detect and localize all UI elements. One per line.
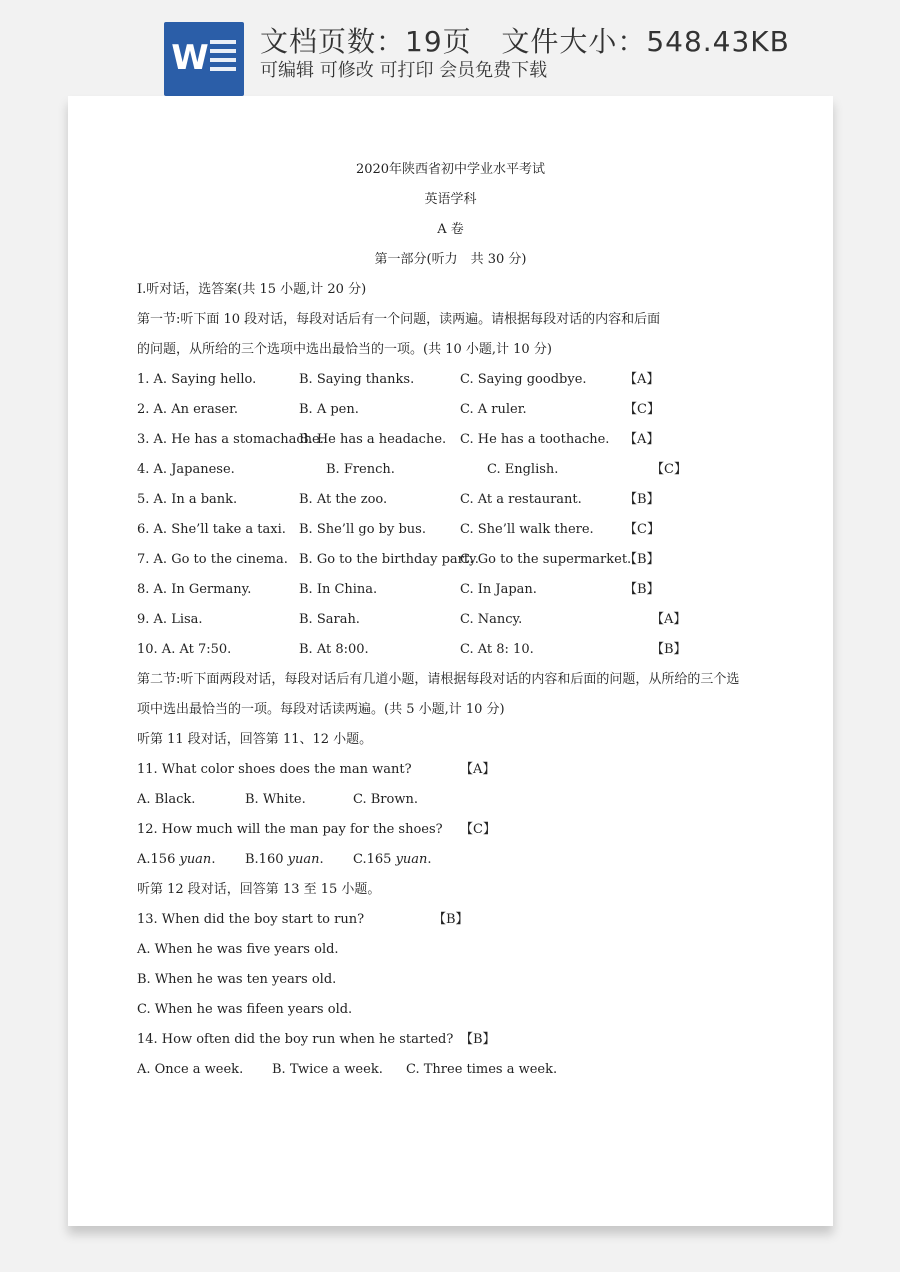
currency-unit: yuan xyxy=(287,852,320,867)
option-a xyxy=(137,852,215,868)
answer-key: 【B】 xyxy=(624,582,660,597)
option-c-number: C.165 xyxy=(353,852,396,867)
answer-key: 【A】 xyxy=(624,432,660,447)
dialog-11-instruction: 听第 11 段对话，回答第 11、12 小题。 xyxy=(137,732,373,747)
period: . xyxy=(319,852,324,867)
section1-instruction-line2: 的问题，从所给的三个选项中选出最恰当的一项。(共 10 小题,计 10 分) xyxy=(137,342,552,357)
option-a: 4. A. Japanese. xyxy=(137,462,235,477)
option-a: 1. A. Saying hello. xyxy=(137,372,257,387)
option-b: B. Twice a week. xyxy=(272,1062,383,1077)
option-a: 5. A. In a bank. xyxy=(137,492,238,507)
option-c xyxy=(353,852,432,868)
option-b: B. At the zoo. xyxy=(299,492,388,507)
option-b: B. Sarah. xyxy=(299,612,360,627)
word-document-icon xyxy=(164,22,244,96)
answer-key: 【B】 xyxy=(624,492,660,507)
option-c: C. He has a toothache. xyxy=(460,432,610,447)
option-b xyxy=(245,852,324,868)
option-b: B. In China. xyxy=(299,582,378,597)
option-b: B. A pen. xyxy=(299,402,359,417)
answer-key: 【C】 xyxy=(624,402,660,417)
option-b: B. At 8:00. xyxy=(299,642,369,657)
banner-title: 文档页数：19页 文件大小：548.43KB xyxy=(260,25,790,58)
exam-subject: 英语学科 xyxy=(424,192,477,207)
period: . xyxy=(427,852,432,867)
option-c: C. Three times a week. xyxy=(406,1062,558,1077)
download-banner xyxy=(0,0,900,96)
answer-key: 【B】 xyxy=(433,912,469,927)
currency-unit: yuan xyxy=(395,852,428,867)
option-a: A. Once a week. xyxy=(137,1062,244,1077)
option-c: C. Nancy. xyxy=(460,612,523,627)
document-page xyxy=(68,96,833,1226)
section2-instruction-line2: 项中选出最恰当的一项。每段对话读两遍。(共 5 小题,计 10 分) xyxy=(137,702,505,717)
option-c: C. Brown. xyxy=(353,792,418,807)
option-c: C. At 8: 10. xyxy=(460,642,534,657)
banner-subtitle: 可编辑 可修改 可打印 会员免费下载 xyxy=(260,60,548,81)
option-a: 7. A. Go to the cinema. xyxy=(137,552,288,567)
exam-title: 2020年陕西省初中学业水平考试 xyxy=(355,162,546,177)
option-b: B. White. xyxy=(245,792,306,807)
option-a: A. Black. xyxy=(137,792,196,807)
option-b: B. Saying thanks. xyxy=(299,372,415,387)
option-a: 9. A. Lisa. xyxy=(137,612,203,627)
dialog-12-instruction: 听第 12 段对话，回答第 13 至 15 小题。 xyxy=(137,882,381,897)
option-c: C. English. xyxy=(487,462,559,477)
period: . xyxy=(211,852,216,867)
option-c: C. At a restaurant. xyxy=(460,492,582,507)
option-b: B. Go to the birthday party. xyxy=(299,552,479,567)
option-b: B. When he was ten years old. xyxy=(137,972,337,987)
option-b: B. French. xyxy=(326,462,395,477)
option-c: C. A ruler. xyxy=(460,402,527,417)
exam-paper: A 卷 xyxy=(437,222,464,237)
answer-key: 【C】 xyxy=(460,822,496,837)
option-a: 3. A. He has a stomachache. xyxy=(137,432,324,447)
question-12: 12. How much will the man pay for the shoes? xyxy=(137,822,443,837)
answer-key: 【B】 xyxy=(651,642,687,657)
question-13: 13. When did the boy start to run? xyxy=(137,912,365,927)
currency-unit: yuan xyxy=(179,852,212,867)
option-c: C. In Japan. xyxy=(460,582,537,597)
answer-key: 【A】 xyxy=(460,762,496,777)
document-lines-icon xyxy=(210,40,236,80)
option-a: 6. A. She’ll take a taxi. xyxy=(137,522,286,537)
option-a-number: A.156 xyxy=(137,852,180,867)
option-b-number: B.160 xyxy=(245,852,288,867)
section1-instruction-line1: 第一节:听下面 10 段对话，每段对话后有一个问题，读两遍。请根据每段对话的内容和后面 xyxy=(137,312,661,327)
part-heading: 第一部分(听力 共 30 分) xyxy=(374,252,527,267)
option-a: A. When he was five years old. xyxy=(137,942,339,957)
option-a: 8. A. In Germany. xyxy=(137,582,252,597)
answer-key: 【B】 xyxy=(624,552,660,567)
section-heading: I.听对话，选答案(共 15 小题,计 20 分) xyxy=(137,282,367,297)
option-a: 10. A. At 7:50. xyxy=(137,642,232,657)
answer-key: 【C】 xyxy=(651,462,687,477)
document-content xyxy=(68,96,833,1226)
option-c: C. Saying goodbye. xyxy=(460,372,587,387)
answer-key: 【C】 xyxy=(624,522,660,537)
option-b: B. He has a headache. xyxy=(299,432,447,447)
option-a: 2. A. An eraser. xyxy=(137,402,239,417)
word-logo-letter: W xyxy=(171,38,209,78)
question-14: 14. How often did the boy run when he started? xyxy=(137,1032,454,1047)
answer-key: 【A】 xyxy=(624,372,660,387)
option-c: C. Go to the supermarket. xyxy=(460,552,632,567)
question-11: 11. What color shoes does the man want? xyxy=(137,762,412,777)
answer-key: 【B】 xyxy=(460,1032,496,1047)
option-b: B. She’ll go by bus. xyxy=(299,522,426,537)
option-c: C. When he was fifeen years old. xyxy=(137,1002,353,1017)
section2-instruction-line1: 第二节:听下面两段对话，每段对话后有几道小题，请根据每段对话的内容和后面的问题，从所给的三个选 xyxy=(137,672,740,687)
answer-key: 【A】 xyxy=(651,612,687,627)
option-c: C. She’ll walk there. xyxy=(460,522,594,537)
